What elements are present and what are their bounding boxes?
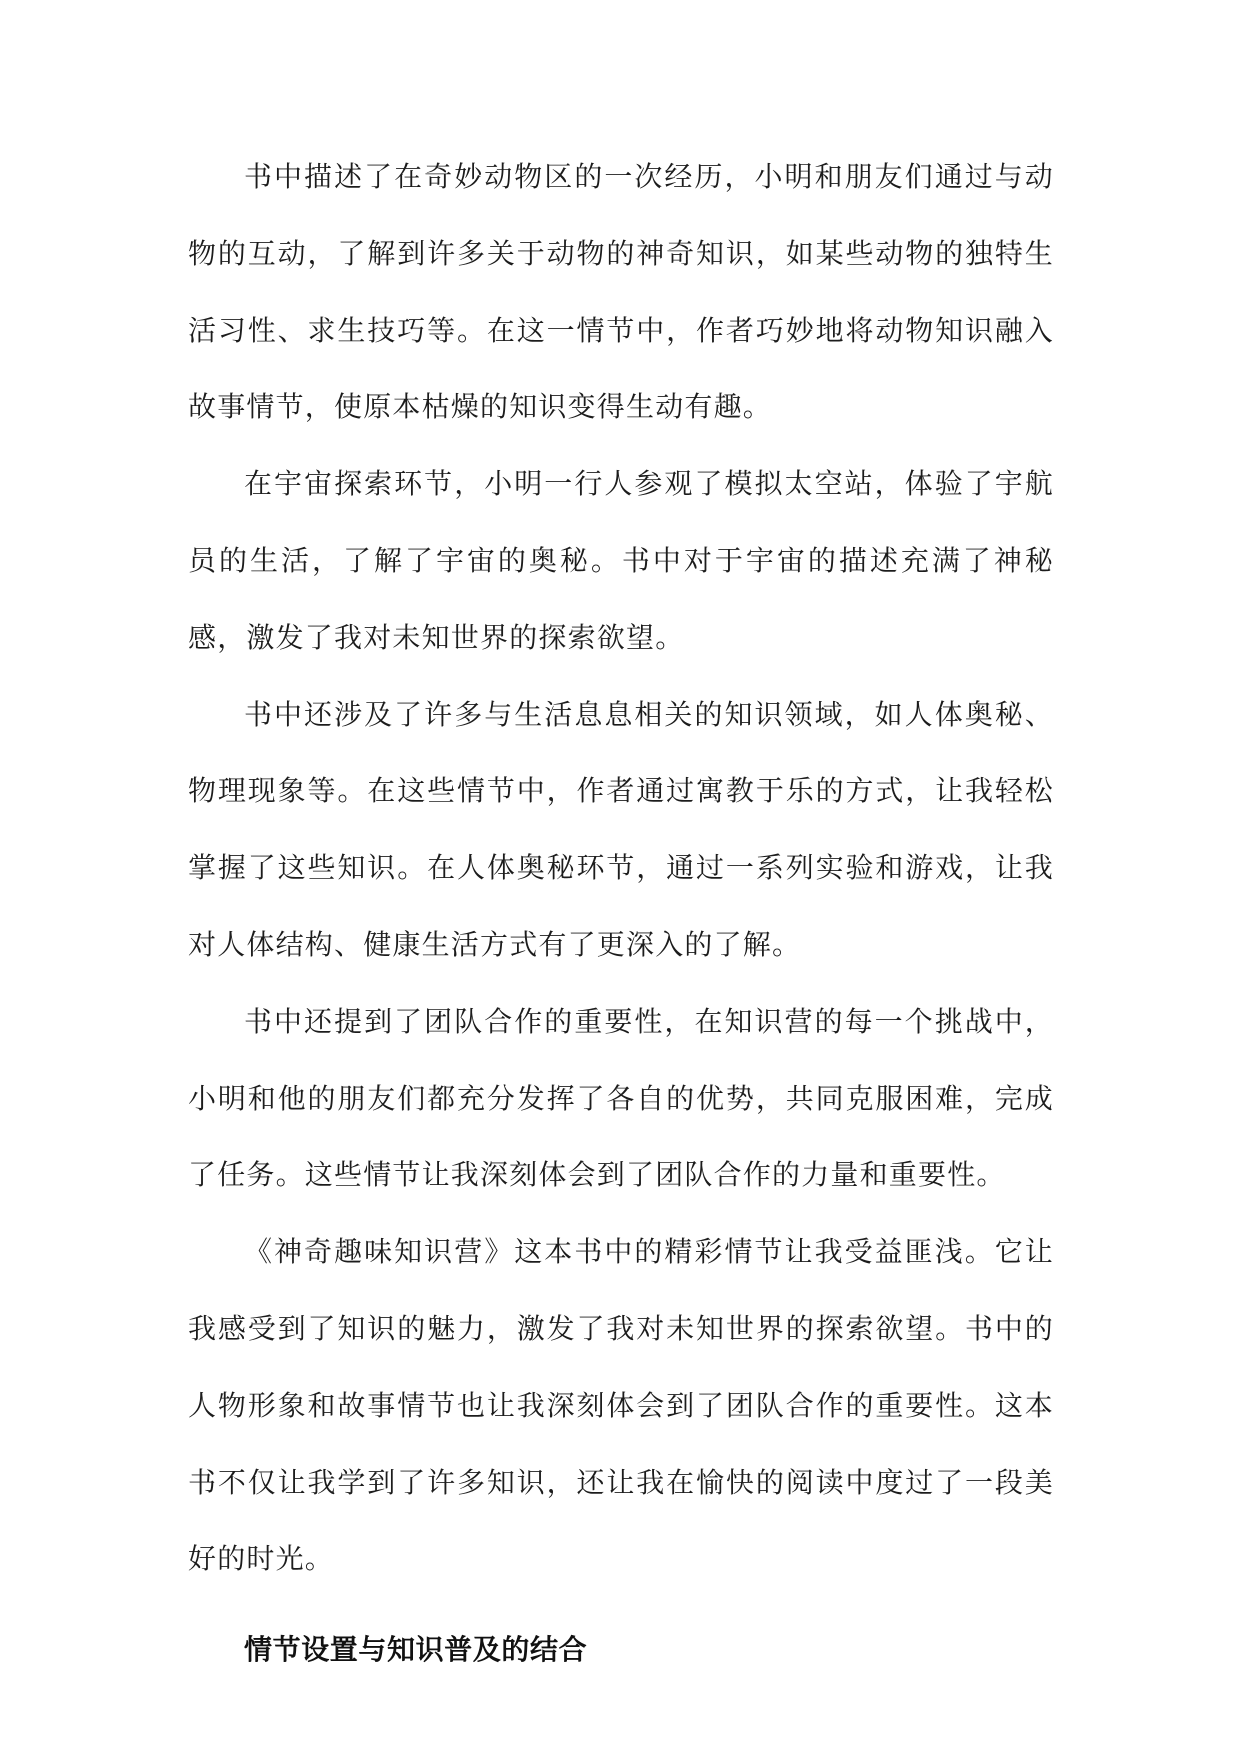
- section-heading: 情节设置与知识普及的结合: [244, 1633, 588, 1667]
- paragraph-human-body: 书中还涉及了许多与生活息息相关的知识领域，如人体奥秘、物理现象等。在这些情节中，作者通过寓教于乐的方式，让我轻松掌握了这些知识。在人体奥秘环节，通过一系列实验和游戏，让我对人体结构、健康生活方式有了更深入的了解。: [188, 697, 1054, 961]
- document-body: [188, 139, 1054, 1689]
- paragraph-conclusion: 《神奇趣味知识营》这本书中的精彩情节让我受益匪浅。它让我感受到了知识的魅力，激发了我对未知世界的探索欲望。书中的人物形象和故事情节也让我深刻体会到了团队合作的重要性。这本书不仅让我学到了许多知识，还让我在愉快的阅读中度过了一段美好的时光。: [188, 1235, 1054, 1576]
- paragraph-space-exploration: 在宇宙探索环节，小明一行人参观了模拟太空站，体验了宇航员的生活，了解了宇宙的奥秘。书中对于宇宙的描述充满了神秘感，激发了我对未知世界的探索欲望。: [188, 467, 1054, 654]
- paragraph-animal-zone: 书中描述了在奇妙动物区的一次经历，小明和朋友们通过与动物的互动，了解到许多关于动物的神奇知识，如某些动物的独特生活习性、求生技巧等。在这一情节中，作者巧妙地将动物知识融入故事情节，使原本枯燥的知识变得生动有趣。: [188, 160, 1054, 424]
- paragraph-teamwork: 书中还提到了团队合作的重要性，在知识营的每一个挑战中，小明和他的朋友们都充分发挥了各自的优势，共同克服困难，完成了任务。这些情节让我深刻体会到了团队合作的力量和重要性。: [188, 1004, 1054, 1192]
